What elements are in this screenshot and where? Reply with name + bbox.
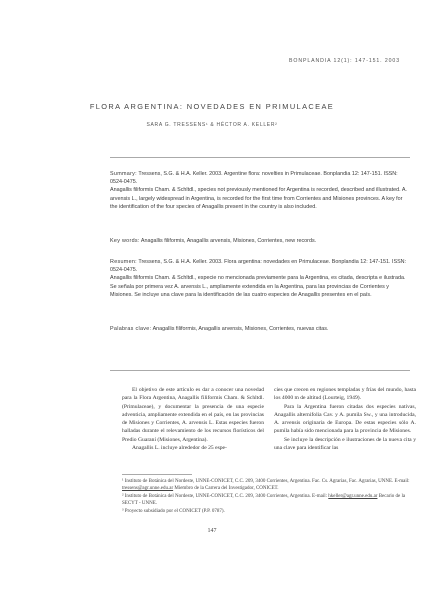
body-paragraph: Para la Argentina fueron citadas dos especies nativas, Anagallis alternifolia Cav. y A. pumila Sw., y una introducida, A. arvensis originaria de Europa. De estas especies sólo A. pumila había sido mencionada para la provincia de Misiones.: [274, 403, 416, 435]
keywords-section: [110, 237, 410, 245]
abstract-bottom-rule: [110, 370, 410, 371]
running-head: BONPLANDIA 12(1): 147-151. 2003: [289, 58, 400, 64]
summary-citation: [110, 170, 410, 186]
keywords-label: Key words:: [110, 238, 140, 244]
resumen-body: Anagallis filiformis Cham. & Schltdl., especie no mencionada previamente para la Argentina, es citada, descripta e ilustrada. Se señala por primera vez A. arvensis L., ampliamente extendida en la Argentina, para las provincias de Corrientes y Misiones. Se incluye una clave para la identificación de las cuatro especies de Anagallis presentes en el país.: [110, 275, 406, 298]
summary-label: Summary:: [110, 171, 137, 177]
summary-section: [110, 170, 410, 211]
author-2-email-link[interactable]: hkeller@agr.unne.edu.ar: [328, 493, 378, 499]
body-paragraph: El objetivo de este artículo es dar a conocer una novedad para la Flora Argentina, Anagallis filiformis Cham. & Schltdl. (Primulaceae), y documentar la presencia de una especie adventicia, ampliamente extendida en el país, en las provincias de Misiones y Corrientes, A. arvensis L. Estas especies fueron halladas durante el relevamiento de los recursos florísticos del Predio Guaraní (Misiones, Argentina).: [122, 387, 264, 443]
body-paragraph: Se incluye la descripción e ilustraciones de la nueva cita y una clave para identificar las: [274, 436, 416, 452]
page-number: 147: [207, 528, 217, 534]
palabras-label: Palabras clave:: [110, 326, 152, 332]
article-authors: SARA G. TRESSENS¹ & HÉCTOR A. KELLER²: [146, 122, 278, 128]
abstract-top-rule: [110, 157, 410, 158]
body-column-right: [274, 386, 416, 452]
resumen-citation-text: Tressens, S.G. & H.A. Keller. 2003. Flora argentina: novedades en Primulaceae. Bonplandia 12: 147-151. ISSN: 0524-0475.: [110, 259, 407, 274]
footnote-rule: [122, 474, 192, 475]
resumen-label: Resumen:: [110, 259, 137, 265]
keywords-text: Anagallis filiformis, Anagallis arvensis, Misiones, Corrientes, new records.: [140, 238, 317, 244]
article-title: FLORA ARGENTINA: NOVEDADES EN PRIMULACEAE: [89, 102, 335, 111]
footnotes: [122, 478, 416, 515]
palabras-text: Anagallis filiformis, Anagallis arvensis, Misiones, Corrientes, nuevas citas.: [152, 326, 329, 332]
resumen-citation: [110, 258, 410, 274]
body-paragraph: cies que crecen en regiones templadas y frías del mundo, hasta los 4000 m de altitud (Lourteig, 1949).: [274, 387, 416, 402]
author-1-email-link[interactable]: tressens@agr.unne.edu.ar: [122, 486, 174, 492]
palabras-clave-section: [110, 325, 410, 333]
summary-body: Anagallis filiformis Cham. & Schltdl., species not previously mentioned for Argentina is recorded, described and illustrated. A. arvensis L., largely widespread in Argentina, is recorded for the first time from Corrientes and Misiones provinces. A key for the identification of the four species of Anagallis present in the country is also included.: [110, 187, 407, 210]
body-paragraph: Anagallis L. incluye alrededor de 25 espe-: [132, 445, 227, 452]
resumen-section: [110, 258, 410, 299]
body-column-left: [122, 386, 264, 452]
summary-citation-text: Tressens, S.G. & H.A. Keller. 2003. Argentine flora: novelties in Primulaceae. Bonplandia 12: 147-151. ISSN: 0524-0475.: [110, 171, 398, 186]
footnote-2: ² Instituto de Botánica del Nordeste, UNNE-CONICET, C.C. 209, 3400 Corrientes, Argentina. E-mail: hkeller@agr.unne.edu.ar Becario de la SECYT - UNNE.: [122, 493, 406, 507]
footnote-3: ³ Proyecto subsidiado por el CONICET (P.P. 0787).: [122, 508, 225, 514]
footnote-1: ¹ Instituto de Botánica del Nordeste, UNNE-CONICET, C.C. 209, 3400 Corrientes, Argentina. Fac. Cs. Agrarias, Fac. Agrarias, UNNE. E-mail: tressens@agr.unne.edu.ar Miembro de la Carrera del Investigador, CONICET.: [122, 479, 410, 492]
